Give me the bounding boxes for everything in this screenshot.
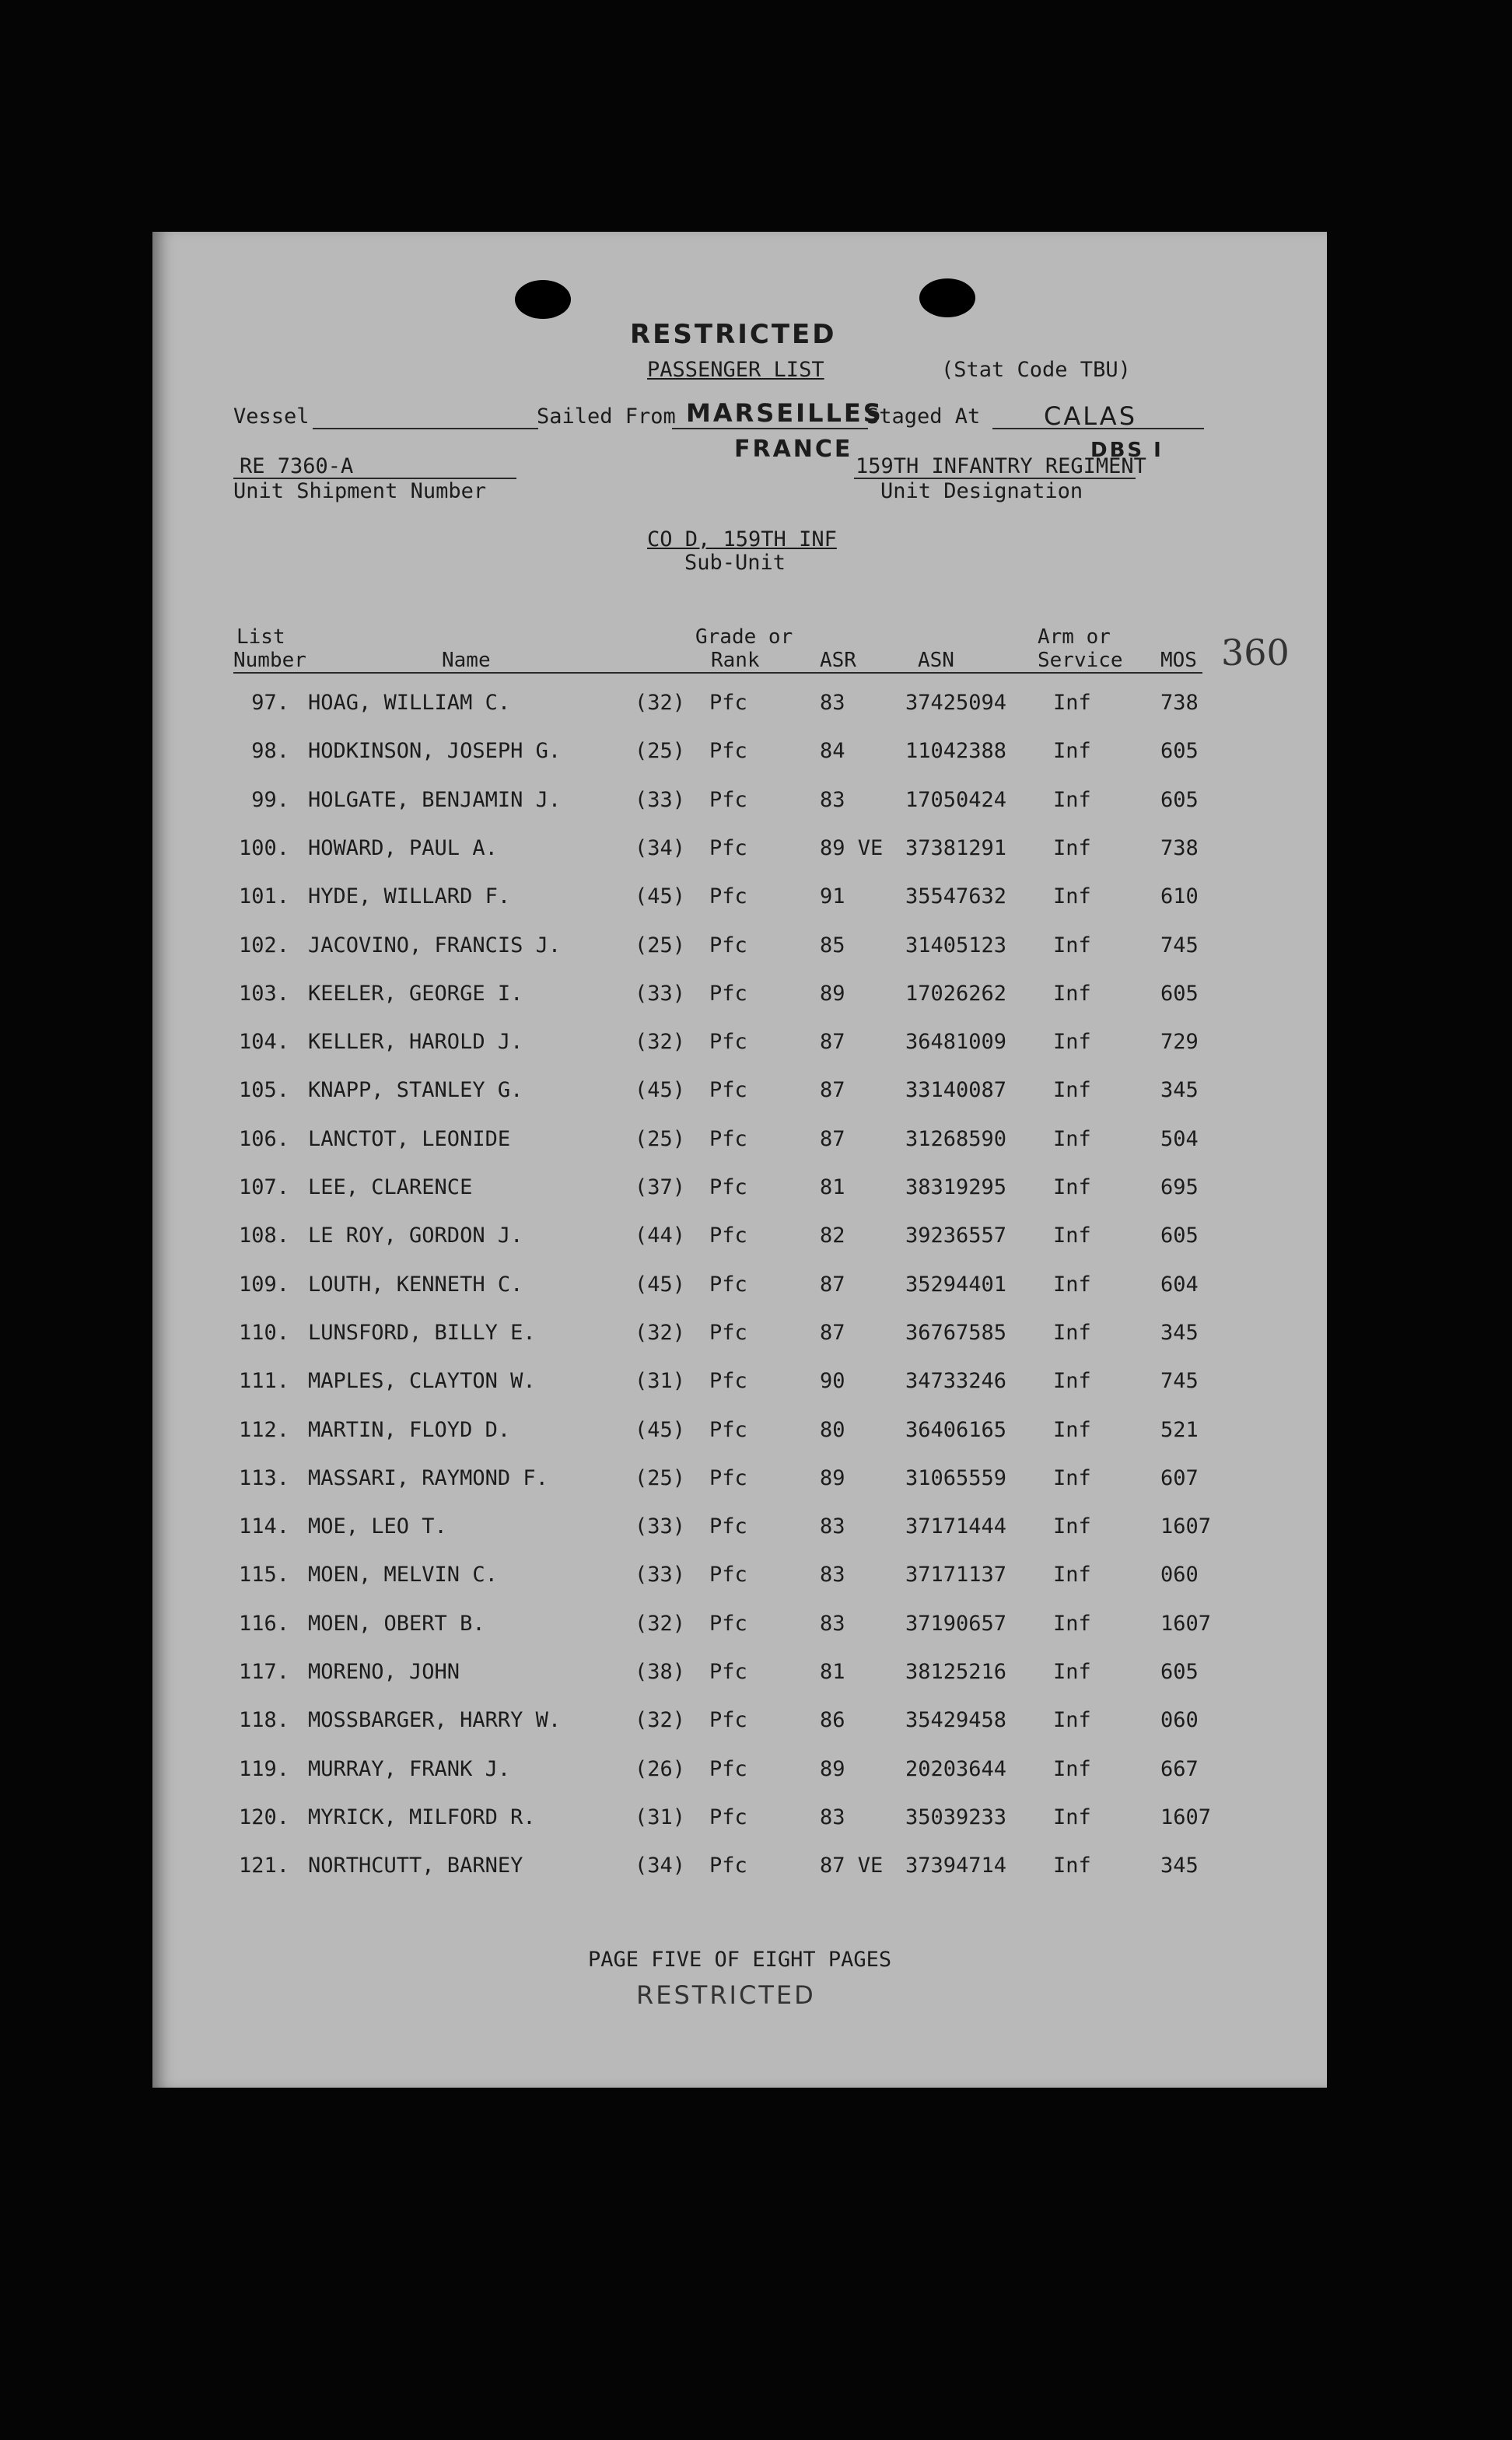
- cell-asn: 17026262: [905, 981, 1007, 1006]
- cell-asn: 36481009: [905, 1030, 1007, 1055]
- cell-arm: Inf: [1053, 1126, 1091, 1151]
- cell-name: KELLER, HAROLD J.: [308, 1030, 523, 1055]
- cell-mos: 060: [1160, 1563, 1199, 1588]
- cell-age: (26): [635, 1756, 686, 1781]
- footer-classification: RESTRICTED: [636, 1980, 816, 2010]
- cell-age: (34): [635, 1854, 686, 1878]
- table-row: [152, 1466, 1327, 1497]
- cell-rank: Pfc: [709, 739, 747, 764]
- cell-asn: 35039233: [905, 1805, 1007, 1829]
- cell-asn: 37394714: [905, 1854, 1007, 1878]
- cell-age: (32): [635, 1030, 686, 1055]
- cell-asn: 37190657: [905, 1611, 1007, 1636]
- cell-asn: 36406165: [905, 1417, 1007, 1442]
- cell-name: LE ROY, GORDON J.: [308, 1224, 523, 1248]
- cell-num: 121.: [238, 1854, 289, 1878]
- table-row: [152, 836, 1327, 867]
- cell-mos: 060: [1160, 1708, 1199, 1733]
- cell-rank: Pfc: [709, 691, 747, 715]
- cell-rank: Pfc: [709, 1854, 747, 1878]
- cell-mos: 345: [1160, 1078, 1199, 1103]
- vessel-label: Vessel: [233, 404, 310, 429]
- header-underline: [233, 672, 1202, 674]
- classification-heading: RESTRICTED: [630, 319, 837, 350]
- cell-arm: Inf: [1053, 1465, 1091, 1490]
- cell-arm: Inf: [1053, 835, 1091, 860]
- cell-mos: 1607: [1160, 1805, 1212, 1829]
- cell-arm: Inf: [1053, 981, 1091, 1006]
- cell-num: 119.: [238, 1756, 289, 1781]
- sub-unit: CO D, 159TH INF: [647, 527, 837, 551]
- cell-name: LANCTOT, LEONIDE: [308, 1126, 511, 1151]
- cell-asn: 39236557: [905, 1224, 1007, 1248]
- cell-asn: 31065559: [905, 1465, 1007, 1490]
- cell-asn: 35294401: [905, 1272, 1007, 1297]
- cell-rank: Pfc: [709, 1708, 747, 1733]
- cell-asr: 91: [820, 884, 845, 909]
- cell-name: MOEN, MELVIN C.: [308, 1563, 498, 1588]
- table-row: [152, 1418, 1327, 1449]
- header-list-1: List: [236, 625, 285, 649]
- cell-age: (44): [635, 1224, 686, 1248]
- header-grade-2: Rank: [711, 649, 760, 672]
- cell-num: 102.: [238, 933, 289, 957]
- cell-rank: Pfc: [709, 1175, 747, 1199]
- cell-name: MAPLES, CLAYTON W.: [308, 1369, 536, 1394]
- cell-age: (32): [635, 1320, 686, 1345]
- cell-asr: 86: [820, 1708, 845, 1733]
- table-row: [152, 1757, 1327, 1788]
- cell-num: 105.: [238, 1078, 289, 1103]
- cell-age: (34): [635, 835, 686, 860]
- cell-age: (37): [635, 1175, 686, 1199]
- cell-asn: 38125216: [905, 1660, 1007, 1684]
- cell-num: 98.: [251, 739, 289, 764]
- header-name: Name: [442, 649, 491, 672]
- cell-name: LOUTH, KENNETH C.: [308, 1272, 523, 1297]
- table-row: [152, 1078, 1327, 1109]
- cell-name: MASSARI, RAYMOND F.: [308, 1465, 548, 1490]
- table-row: [152, 1708, 1327, 1739]
- cell-asn: 33140087: [905, 1078, 1007, 1103]
- cell-name: NORTHCUTT, BARNEY: [308, 1854, 523, 1878]
- cell-num: 109.: [238, 1272, 289, 1297]
- cell-asn: 11042388: [905, 739, 1007, 764]
- handwritten-page-number: 360: [1221, 632, 1290, 674]
- table-row: [152, 1612, 1327, 1643]
- cell-num: 113.: [238, 1465, 289, 1490]
- cell-asr: 87: [820, 1030, 845, 1055]
- cell-num: 116.: [238, 1611, 289, 1636]
- cell-mos: 738: [1160, 691, 1199, 715]
- cell-arm: Inf: [1053, 787, 1091, 812]
- cell-name: HOAG, WILLIAM C.: [308, 691, 511, 715]
- cell-age: (25): [635, 1465, 686, 1490]
- table-row: [152, 1273, 1327, 1304]
- header-mos: MOS: [1160, 649, 1197, 672]
- cell-asn: 31405123: [905, 933, 1007, 957]
- cell-rank: Pfc: [709, 1611, 747, 1636]
- cell-mos: 604: [1160, 1272, 1199, 1297]
- cell-name: HODKINSON, JOSEPH G.: [308, 739, 562, 764]
- cell-asr: 89 VE: [820, 835, 884, 860]
- cell-rank: Pfc: [709, 1369, 747, 1394]
- cell-rank: Pfc: [709, 1320, 747, 1345]
- cell-name: MOE, LEO T.: [308, 1514, 447, 1539]
- table-row: [152, 788, 1327, 819]
- cell-age: (33): [635, 981, 686, 1006]
- cell-asr: 81: [820, 1175, 845, 1199]
- sailed-from-label: Sailed From: [537, 404, 676, 429]
- cell-age: (31): [635, 1369, 686, 1394]
- cell-arm: Inf: [1053, 1175, 1091, 1199]
- cell-arm: Inf: [1053, 1030, 1091, 1055]
- cell-asr: 83: [820, 1805, 845, 1829]
- table-row: [152, 1321, 1327, 1352]
- table-row: [152, 1563, 1327, 1594]
- cell-asr: 80: [820, 1417, 845, 1442]
- cell-rank: Pfc: [709, 1030, 747, 1055]
- table-row: [152, 1660, 1327, 1691]
- cell-name: MOSSBARGER, HARRY W.: [308, 1708, 562, 1733]
- cell-age: (32): [635, 1611, 686, 1636]
- cell-num: 103.: [238, 981, 289, 1006]
- cell-rank: Pfc: [709, 981, 747, 1006]
- cell-num: 115.: [238, 1563, 289, 1588]
- cell-asn: 35429458: [905, 1708, 1007, 1733]
- cell-age: (33): [635, 1563, 686, 1588]
- cell-age: (32): [635, 1708, 686, 1733]
- cell-mos: 345: [1160, 1854, 1199, 1878]
- cell-name: MYRICK, MILFORD R.: [308, 1805, 536, 1829]
- table-row: [152, 1854, 1327, 1885]
- cell-asr: 87 VE: [820, 1854, 884, 1878]
- cell-rank: Pfc: [709, 1756, 747, 1781]
- cell-mos: 729: [1160, 1030, 1199, 1055]
- cell-mos: 1607: [1160, 1611, 1212, 1636]
- cell-num: 110.: [238, 1320, 289, 1345]
- cell-arm: Inf: [1053, 691, 1091, 715]
- sailed-from-country: FRANCE: [734, 436, 853, 463]
- cell-age: (33): [635, 787, 686, 812]
- cell-name: LEE, CLARENCE: [308, 1175, 473, 1199]
- cell-arm: Inf: [1053, 933, 1091, 957]
- cell-num: 118.: [238, 1708, 289, 1733]
- cell-rank: Pfc: [709, 1465, 747, 1490]
- cell-name: KNAPP, STANLEY G.: [308, 1078, 523, 1103]
- cell-rank: Pfc: [709, 1805, 747, 1829]
- cell-mos: 605: [1160, 739, 1199, 764]
- cell-asn: 37381291: [905, 835, 1007, 860]
- footer-page-number: PAGE FIVE OF EIGHT PAGES: [588, 1948, 892, 1972]
- table-row: [152, 884, 1327, 915]
- table-row: [152, 691, 1327, 722]
- cell-arm: Inf: [1053, 1805, 1091, 1829]
- table-row: [152, 1127, 1327, 1158]
- unit-shipment-label: Unit Shipment Number: [233, 479, 487, 503]
- cell-name: HYDE, WILLARD F.: [308, 884, 511, 909]
- stat-code: (Stat Code TBU): [941, 358, 1131, 382]
- cell-asn: 35547632: [905, 884, 1007, 909]
- header-arm-1: Arm or: [1038, 625, 1111, 649]
- cell-mos: 605: [1160, 787, 1199, 812]
- cell-num: 114.: [238, 1514, 289, 1539]
- header-asr: ASR: [820, 649, 856, 672]
- table-row: [152, 1369, 1327, 1400]
- cell-asr: 89: [820, 1756, 845, 1781]
- cell-arm: Inf: [1053, 1660, 1091, 1684]
- cell-asr: 83: [820, 787, 845, 812]
- cell-asn: 37171137: [905, 1563, 1007, 1588]
- sailed-from-line: [672, 428, 868, 429]
- cell-age: (33): [635, 1514, 686, 1539]
- cell-rank: Pfc: [709, 1224, 747, 1248]
- cell-asn: 20203644: [905, 1756, 1007, 1781]
- cell-asr: 87: [820, 1078, 845, 1103]
- document-title: PASSENGER LIST: [647, 358, 824, 382]
- cell-arm: Inf: [1053, 1854, 1091, 1878]
- staged-at-line: [992, 428, 1204, 429]
- cell-asn: 17050424: [905, 787, 1007, 812]
- cell-name: JACOVINO, FRANCIS J.: [308, 933, 562, 957]
- cell-rank: Pfc: [709, 1660, 747, 1684]
- cell-age: (25): [635, 933, 686, 957]
- cell-rank: Pfc: [709, 787, 747, 812]
- cell-asr: 83: [820, 691, 845, 715]
- cell-name: HOLGATE, BENJAMIN J.: [308, 787, 562, 812]
- cell-asr: 87: [820, 1272, 845, 1297]
- cell-arm: Inf: [1053, 1417, 1091, 1442]
- cell-rank: Pfc: [709, 1078, 747, 1103]
- cell-arm: Inf: [1053, 884, 1091, 909]
- cell-num: 106.: [238, 1126, 289, 1151]
- cell-mos: 738: [1160, 835, 1199, 860]
- cell-mos: 610: [1160, 884, 1199, 909]
- cell-age: (45): [635, 1417, 686, 1442]
- cell-rank: Pfc: [709, 1563, 747, 1588]
- cell-asr: 83: [820, 1611, 845, 1636]
- cell-asn: 36767585: [905, 1320, 1007, 1345]
- cell-num: 104.: [238, 1030, 289, 1055]
- cell-age: (31): [635, 1805, 686, 1829]
- cell-asn: 34733246: [905, 1369, 1007, 1394]
- cell-age: (45): [635, 884, 686, 909]
- cell-arm: Inf: [1053, 1611, 1091, 1636]
- cell-mos: 607: [1160, 1465, 1199, 1490]
- cell-mos: 605: [1160, 1660, 1199, 1684]
- cell-mos: 345: [1160, 1320, 1199, 1345]
- table-row: [152, 1805, 1327, 1836]
- cell-asr: 90: [820, 1369, 845, 1394]
- table-row: [152, 1224, 1327, 1255]
- cell-name: MURRAY, FRANK J.: [308, 1756, 511, 1781]
- cell-num: 120.: [238, 1805, 289, 1829]
- sub-unit-label: Sub-Unit: [684, 551, 786, 575]
- cell-asr: 84: [820, 739, 845, 764]
- cell-asr: 89: [820, 1465, 845, 1490]
- table-row: [152, 1030, 1327, 1061]
- cell-num: 97.: [251, 691, 289, 715]
- cell-name: MORENO, JOHN: [308, 1660, 460, 1684]
- cell-arm: Inf: [1053, 1078, 1091, 1103]
- header-grade-1: Grade or: [695, 625, 793, 649]
- table-row: [152, 1175, 1327, 1206]
- cell-num: 108.: [238, 1224, 289, 1248]
- cell-age: (38): [635, 1660, 686, 1684]
- cell-mos: 521: [1160, 1417, 1199, 1442]
- cell-rank: Pfc: [709, 884, 747, 909]
- cell-asr: 81: [820, 1660, 845, 1684]
- table-row: [152, 1514, 1327, 1546]
- cell-asr: 85: [820, 933, 845, 957]
- cell-age: (25): [635, 1126, 686, 1151]
- cell-num: 101.: [238, 884, 289, 909]
- cell-arm: Inf: [1053, 1514, 1091, 1539]
- cell-age: (45): [635, 1272, 686, 1297]
- cell-mos: 745: [1160, 933, 1199, 957]
- cell-num: 107.: [238, 1175, 289, 1199]
- vessel-blank-line: [313, 428, 538, 429]
- cell-name: MOEN, OBERT B.: [308, 1611, 485, 1636]
- table-row: [152, 933, 1327, 964]
- sailed-from-value: MARSEILLES: [686, 398, 884, 428]
- table-row: [152, 739, 1327, 770]
- cell-arm: Inf: [1053, 1369, 1091, 1394]
- cell-rank: Pfc: [709, 1514, 747, 1539]
- cell-rank: Pfc: [709, 933, 747, 957]
- cell-asn: 37171444: [905, 1514, 1007, 1539]
- cell-arm: Inf: [1053, 1224, 1091, 1248]
- cell-age: (45): [635, 1078, 686, 1103]
- cell-rank: Pfc: [709, 1417, 747, 1442]
- cell-asr: 83: [820, 1514, 845, 1539]
- unit-designation: 159TH INFANTRY REGIMENT: [856, 454, 1146, 478]
- cell-asr: 82: [820, 1224, 845, 1248]
- table-row: [152, 982, 1327, 1013]
- cell-mos: 1607: [1160, 1514, 1212, 1539]
- cell-asr: 87: [820, 1126, 845, 1151]
- punch-hole-left: [515, 280, 571, 319]
- document-page: [152, 232, 1327, 2088]
- cell-asn: 31268590: [905, 1126, 1007, 1151]
- cell-mos: 605: [1160, 1224, 1199, 1248]
- cell-arm: Inf: [1053, 1756, 1091, 1781]
- staged-at-label: Staged At: [866, 404, 981, 429]
- cell-mos: 745: [1160, 1369, 1199, 1394]
- staged-at-value: CALAS: [1044, 401, 1137, 431]
- cell-name: HOWARD, PAUL A.: [308, 835, 498, 860]
- staged-at-sub: DBS I: [1090, 439, 1164, 462]
- cell-num: 117.: [238, 1660, 289, 1684]
- cell-rank: Pfc: [709, 835, 747, 860]
- cell-num: 111.: [238, 1369, 289, 1394]
- cell-num: 112.: [238, 1417, 289, 1442]
- cell-arm: Inf: [1053, 1272, 1091, 1297]
- cell-rank: Pfc: [709, 1126, 747, 1151]
- header-arm-2: Service: [1038, 649, 1123, 672]
- cell-name: MARTIN, FLOYD D.: [308, 1417, 511, 1442]
- cell-name: LUNSFORD, BILLY E.: [308, 1320, 536, 1345]
- cell-mos: 605: [1160, 981, 1199, 1006]
- cell-mos: 667: [1160, 1756, 1199, 1781]
- unit-shipment-number: RE 7360-A: [240, 454, 354, 478]
- cell-age: (32): [635, 691, 686, 715]
- cell-asn: 38319295: [905, 1175, 1007, 1199]
- cell-arm: Inf: [1053, 1320, 1091, 1345]
- cell-asn: 37425094: [905, 691, 1007, 715]
- header-list-2: Number: [233, 649, 306, 672]
- header-asn: ASN: [918, 649, 954, 672]
- cell-name: KEELER, GEORGE I.: [308, 981, 523, 1006]
- cell-arm: Inf: [1053, 1563, 1091, 1588]
- cell-asr: 87: [820, 1320, 845, 1345]
- punch-hole-right: [919, 278, 975, 317]
- unit-designation-label: Unit Designation: [880, 479, 1083, 503]
- cell-rank: Pfc: [709, 1272, 747, 1297]
- cell-asr: 89: [820, 981, 845, 1006]
- cell-num: 99.: [251, 787, 289, 812]
- cell-num: 100.: [238, 835, 289, 860]
- cell-mos: 504: [1160, 1126, 1199, 1151]
- cell-arm: Inf: [1053, 739, 1091, 764]
- cell-arm: Inf: [1053, 1708, 1091, 1733]
- cell-age: (25): [635, 739, 686, 764]
- cell-mos: 695: [1160, 1175, 1199, 1199]
- cell-asr: 83: [820, 1563, 845, 1588]
